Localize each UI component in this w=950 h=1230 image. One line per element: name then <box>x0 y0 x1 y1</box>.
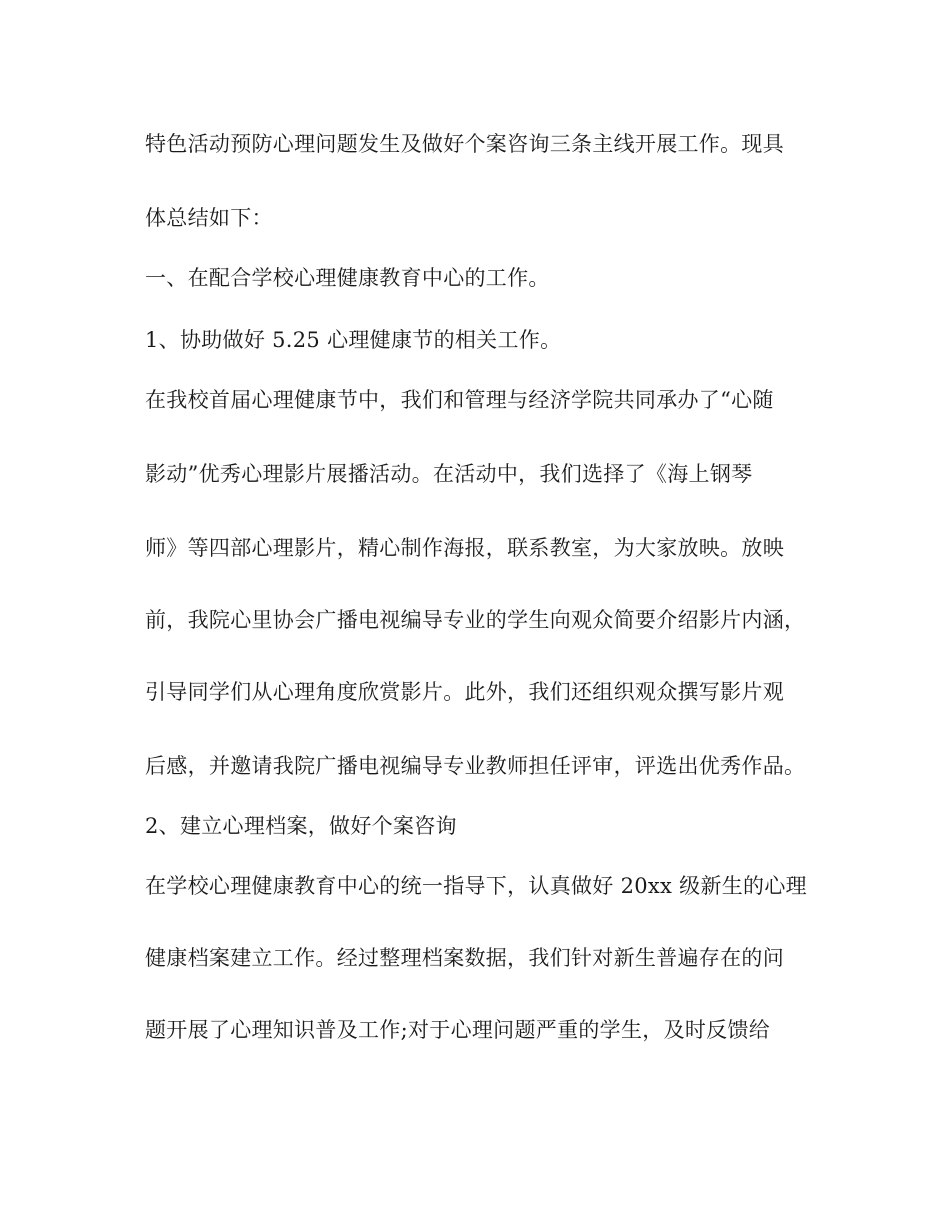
body-text-line: 在我校首届心理健康节中，我们和管理与经济学院共同承办了“心随 <box>145 388 774 412</box>
body-text-line: 前，我院心里协会广播电视编导专业的学生向观众简要介绍影片内涵， <box>145 608 806 632</box>
body-text-line: 后感，并邀请我院广播电视编导专业教师担任评审，评选出优秀作品。 <box>145 754 806 778</box>
body-text-line: 影动”优秀心理影片展播活动。在活动中，我们选择了《海上钢琴 <box>145 462 753 486</box>
body-text-line: 题开展了心理知识普及工作;对于心理问题严重的学生，及时反馈给 <box>145 1018 771 1042</box>
body-text-line: 在学校心理健康教育中心的统一指导下，认真做好 20xx 级新生的心理 <box>145 874 807 898</box>
section-heading: 一、在配合学校心理健康教育中心的工作。 <box>145 266 550 290</box>
body-text-line: 特色活动预防心理问题发生及做好个案咨询三条主线开展工作。现具 <box>145 132 784 156</box>
subsection-heading: 1、协助做好 5.25 心理健康节的相关工作。 <box>145 328 562 352</box>
body-text-line: 健康档案建立工作。经过整理档案数据，我们针对新生普遍存在的问 <box>145 946 784 970</box>
body-text-line: 引导同学们从心理角度欣赏影片。此外，我们还组织观众撰写影片观 <box>145 680 784 704</box>
body-text-line: 体总结如下： <box>145 206 273 230</box>
subsection-heading: 2、建立心理档案，做好个案咨询 <box>145 814 457 838</box>
body-text-line: 师》等四部心理影片，精心制作海报，联系教室，为大家放映。放映 <box>145 536 784 560</box>
